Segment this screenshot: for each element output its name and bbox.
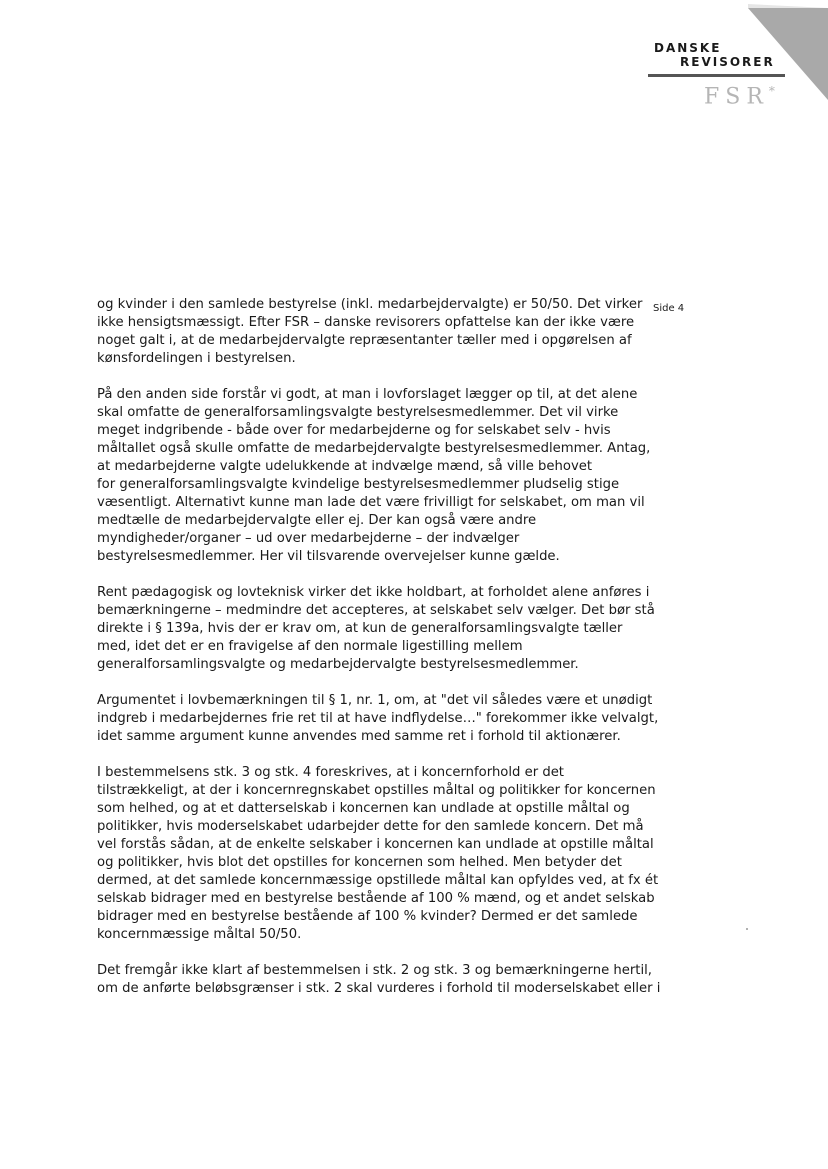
logo-mark-fsr: [648, 79, 788, 109]
text-line: tilstrækkeligt, at der i koncernregnskabet opstilles måltal og politikker for koncernen: [97, 783, 656, 798]
text-line: medtælle de medarbejdervalgte eller ej. Der kan også være andre: [97, 513, 537, 528]
text-line: ikke hensigtsmæssigt. Efter FSR – danske revisorers opfattelse kan der ikke være: [97, 315, 635, 330]
text-line: Rent pædagogisk og lovteknisk virker det ikke holdbart, at forholdet alene anføres i: [97, 585, 650, 600]
text-line: Det fremgår ikke klart af bestemmelsen i stk. 2 og stk. 3 og bemærkningerne hertil,: [97, 963, 652, 978]
logo-mark-text: FSR: [704, 84, 769, 110]
text-line: meget indgribende - både over for medarbejderne og for selskabet selv - hvis: [97, 423, 611, 438]
text-line: med, idet det er en fravigelse af den normale ligestilling mellem: [97, 639, 523, 654]
danske-revisorer-logo: [648, 41, 788, 109]
text-line: vel forstås sådan, at de enkelte selskaber i koncernen kan undlade at opstille måltal: [97, 837, 654, 852]
paragraph: [97, 692, 659, 746]
text-line: myndigheder/organer – ud over medarbejderne – der indvælger: [97, 531, 520, 546]
text-line: som helhed, og at et datterselskab i koncernen kan undlade at opstille måltal og: [97, 801, 630, 816]
text-line: måltallet også skulle omfatte de medarbejdervalgte bestyrelsesmedlemmer. Antag,: [97, 441, 651, 456]
text-line: koncernmæssige måltal 50/50.: [97, 927, 302, 942]
logo-text-danske: DANSKE: [654, 41, 722, 55]
logo-text-revisorer: REVISORER: [680, 55, 775, 69]
text-line: idet samme argument kunne anvendes med samme ret i forhold til aktionærer.: [97, 729, 621, 744]
paragraph: [97, 386, 651, 566]
logo-mark-suffix: *: [768, 84, 781, 98]
paragraph: [97, 296, 643, 368]
text-line: bestyrelsesmedlemmer. Her vil tilsvarende overvejelser kunne gælde.: [97, 549, 560, 564]
scan-speck: [746, 928, 748, 930]
paragraph: [97, 584, 655, 674]
text-line: væsentligt. Alternativt kunne man lade det være frivilligt for selskabet, om man vil: [97, 495, 645, 510]
paragraph: [97, 764, 659, 944]
text-line: skal omfatte de generalforsamlingsvalgte bestyrelsesmedlemmer. Det vil virke: [97, 405, 619, 420]
text-line: Argumentet i lovbemærkningen til § 1, nr. 1, om, at "det vil således være et unødigt: [97, 693, 653, 708]
text-line: politikker, hvis moderselskabet udarbejder dette for den samlede koncern. Det må: [97, 819, 644, 834]
text-line: og politikker, hvis blot det opstilles for koncernen som helhed. Men betyder det: [97, 855, 622, 870]
text-line: selskab bidrager med en bestyrelse bestående af 100 % mænd, og et andet selskab: [97, 891, 655, 906]
text-line: og kvinder i den samlede bestyrelse (inkl. medarbejdervalgte) er 50/50. Det virker: [97, 297, 643, 312]
text-line: dermed, at det samlede koncernmæssige opstillede måltal kan opfyldes ved, at fx ét: [97, 873, 659, 888]
text-line: om de anførte beløbsgrænser i stk. 2 skal vurderes i forhold til moderselskabet eller i: [97, 981, 661, 996]
text-line: På den anden side forstår vi godt, at man i lovforslaget lægger op til, at det alene: [97, 387, 638, 402]
text-line: bidrager med en bestyrelse bestående af 100 % kvinder? Dermed er det samlede: [97, 909, 638, 924]
paragraph: [97, 962, 661, 998]
text-line: at medarbejderne valgte udelukkende at indvælge mænd, så ville behovet: [97, 459, 593, 474]
text-line: generalforsamlingsvalgte og medarbejdervalgte bestyrelsesmedlemmer.: [97, 657, 579, 672]
logo-rule: [648, 74, 785, 77]
page-number-label: Side 4: [653, 303, 685, 314]
text-line: direkte i § 139a, hvis der er krav om, at kun de generalforsamlingsvalgte tæller: [97, 621, 623, 636]
text-line: for generalforsamlingsvalgte kvindelige bestyrelsesmedlemmer pludselig stige: [97, 477, 620, 492]
text-line: indgreb i medarbejdernes frie ret til at have indflydelse…" forekommer ikke velvalgt,: [97, 711, 659, 726]
text-line: I bestemmelsens stk. 3 og stk. 4 foreskrives, at i koncernforhold er det: [97, 765, 564, 780]
text-line: bemærkningerne – medmindre det accepteres, at selskabet selv vælger. Det bør stå: [97, 603, 655, 618]
document-body: [97, 296, 661, 1016]
text-line: noget galt i, at de medarbejdervalgte repræsentanter tæller med i opgørelsen af: [97, 333, 632, 348]
text-line: kønsfordelingen i bestyrelsen.: [97, 351, 296, 366]
